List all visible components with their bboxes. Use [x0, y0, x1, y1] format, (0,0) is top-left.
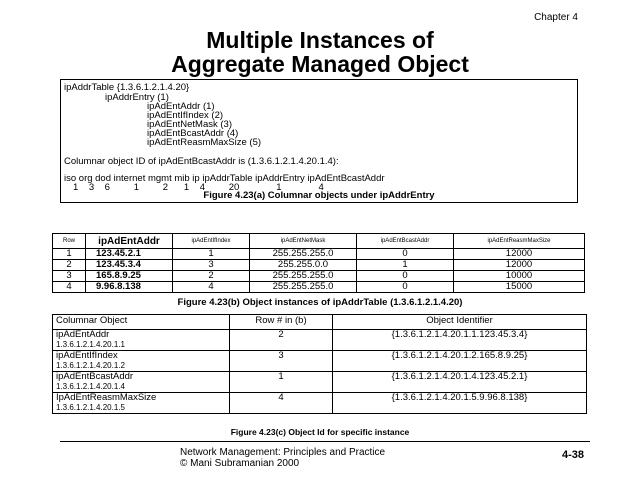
cell: 15000	[454, 282, 585, 293]
object-name: ipAdEntAddr	[56, 329, 110, 340]
cell: 4	[173, 282, 250, 293]
oid-numbers-line: 1 3 6 1 2 1 4 20 1 4	[73, 182, 324, 193]
cell: {1.3.6.1.2.1.4.20.1.5.9.96.8.138}	[333, 393, 587, 414]
cell	[53, 393, 230, 414]
cell: 1	[53, 249, 86, 260]
cell: {1.3.6.1.2.1.4.20.1.4.123.45.2.1}	[333, 372, 587, 393]
cell: 255.255.255.0	[250, 249, 357, 260]
table-row	[53, 282, 585, 293]
cell	[53, 372, 230, 393]
cell: {1.3.6.1.2.1.4.20.1.1.123.45.3.4}	[333, 330, 587, 351]
table-row	[53, 249, 585, 260]
object-name: ipAdEntBcastAddr	[56, 371, 134, 382]
cell: 165.8.9.25	[86, 271, 173, 282]
object-id-table	[52, 314, 587, 414]
table-row	[53, 351, 587, 372]
object-oid: 1.3.6.1.2.1.4.20.1.2	[56, 361, 125, 370]
columnar-objects-box	[60, 79, 578, 203]
col-header: ipAdEntBcastAddr	[357, 234, 454, 249]
cell: 0	[357, 249, 454, 260]
cell: 0	[357, 282, 454, 293]
cell: 3	[173, 260, 250, 271]
object-name: IpAdEntReasmMaxSize	[56, 392, 157, 403]
cell: 12000	[454, 260, 585, 271]
cell: 3	[53, 271, 86, 282]
cell: 0	[357, 271, 454, 282]
table-row	[53, 372, 587, 393]
tree-line: ipAddrTable {1.3.6.1.2.1.4.20}	[64, 82, 190, 93]
object-name: ipAdEntIfIndex	[56, 350, 118, 361]
table-row	[53, 393, 587, 414]
cell: 1	[173, 249, 250, 260]
table-row	[53, 271, 585, 282]
object-oid: 1.3.6.1.2.1.4.20.1.4	[56, 382, 125, 391]
table-row	[53, 330, 587, 351]
cell: 10000	[454, 271, 585, 282]
cell: 2	[230, 330, 333, 351]
object-oid: 1.3.6.1.2.1.4.20.1.1	[56, 340, 125, 349]
cell: 9.96.8.138	[86, 282, 173, 293]
figure-a-caption: Figure 4.23(a) Columnar objects under ipAddrEntry	[203, 190, 435, 201]
col-header: ipAdEntAddr	[86, 234, 173, 249]
cell: 255.255.0.0	[250, 260, 357, 271]
table-header-row	[53, 315, 587, 330]
footer-copyright: © Mani Subramanian 2000	[180, 458, 300, 469]
col-header: Row	[53, 234, 86, 249]
cell: 255.255.255.0	[250, 282, 357, 293]
cell: 3	[230, 351, 333, 372]
object-oid: 1.3.6.1.2.1.4.20.1.5	[56, 403, 125, 412]
cell: 123.45.3.4	[86, 260, 173, 271]
oid-names-line: iso org dod internet mgmt mib ip ipAddrTable ipAddrEntry ipAdEntBcastAddr	[64, 173, 385, 184]
tree-line: ipAdEntReasmMaxSize (5)	[147, 137, 262, 148]
cell: 123.45.2.1	[86, 249, 173, 260]
col-header: Columnar Object	[53, 315, 230, 330]
cell: 12000	[454, 249, 585, 260]
cell: 1	[230, 372, 333, 393]
tree-line: ipAddrEntry (1)	[105, 92, 169, 103]
slide-title-line-1: Multiple Instances of	[206, 27, 434, 53]
col-header: ipAdEntNetMask	[250, 234, 357, 249]
col-header: Row # in (b)	[230, 315, 333, 330]
cell: 255.255.255.0	[250, 271, 357, 282]
cell: 2	[53, 260, 86, 271]
object-instances-table	[52, 233, 585, 293]
table-header-row	[53, 234, 585, 249]
chapter-label: Chapter 4	[534, 12, 578, 23]
tree-line: ipAdEntAddr (1)	[147, 101, 215, 112]
cell: 1	[357, 260, 454, 271]
cell	[53, 330, 230, 351]
tree-line: ipAdEntNetMask (3)	[147, 119, 233, 130]
cell: 2	[173, 271, 250, 282]
footer-text	[180, 447, 385, 469]
tree-line: ipAdEntIfIndex (2)	[147, 110, 224, 121]
footer-divider	[60, 441, 590, 442]
table-row	[53, 260, 585, 271]
tree-line: ipAdEntBcastAddr (4)	[147, 128, 239, 139]
col-header: Object Identifier	[333, 315, 587, 330]
columnar-id-line: Columnar object ID of ipAdEntBcastAddr is (1.3.6.1.2.1.4.20.1.4):	[64, 156, 339, 167]
slide-title-line-2: Aggregate Managed Object	[171, 51, 469, 77]
page-number: 4-38	[561, 449, 584, 461]
figure-b-caption: Figure 4.23(b) Object instances of ipAddrTable (1.3.6.1.2.1.4.20)	[177, 297, 463, 308]
cell: {1.3.6.1.2.1.4.20.1.2.165.8.9.25}	[333, 351, 587, 372]
figure-c-caption: Figure 4.23(c) Object Id for specific instance	[230, 427, 410, 437]
footer-book-title: Network Management: Principles and Practice	[180, 447, 386, 458]
cell	[53, 351, 230, 372]
cell: 4	[53, 282, 86, 293]
cell: 4	[230, 393, 333, 414]
col-header: ipAdEntReasmMaxSize	[454, 234, 585, 249]
col-header: ipAdEntIfIndex	[173, 234, 250, 249]
